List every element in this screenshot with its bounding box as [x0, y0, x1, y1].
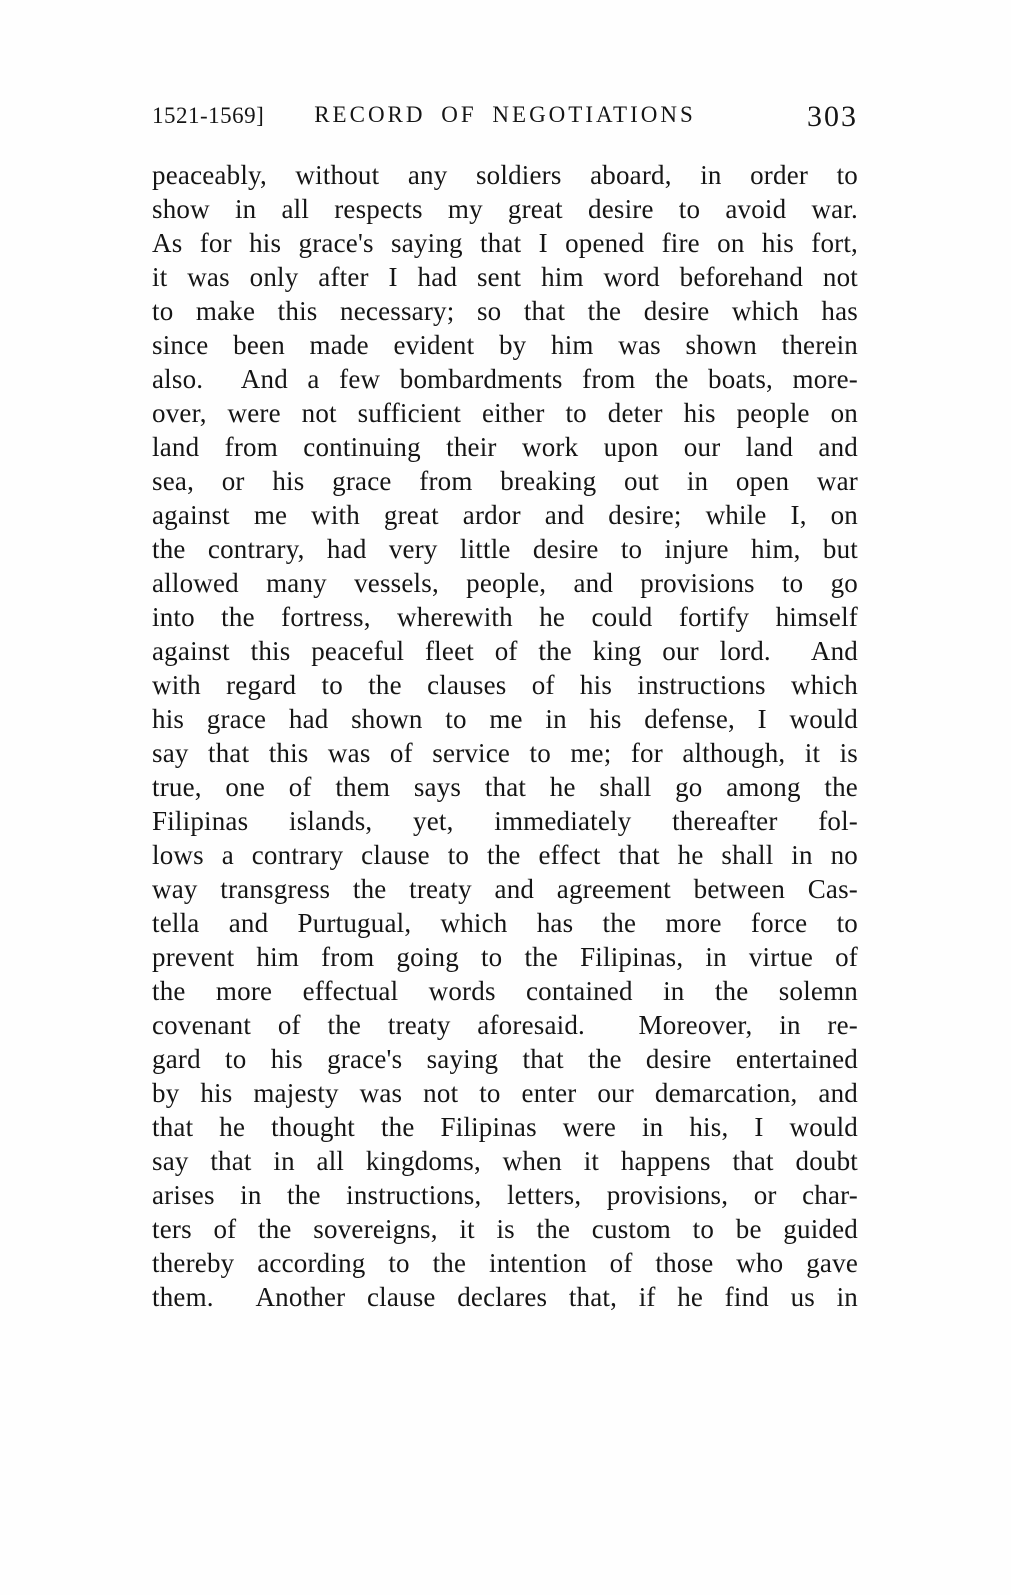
header-date-range: 1521-1569]	[152, 103, 265, 128]
running-title: RECORD OF NEGOTIATIONS	[314, 102, 696, 127]
text-line: allowed many vessels, people, and provisions to go	[152, 568, 858, 598]
text-line: say that in all kingdoms, when it happens that doubt	[152, 1146, 858, 1176]
text-line: that he thought the Filipinas were in his, I would	[152, 1112, 858, 1142]
text-line: prevent him from going to the Filipinas, in virtue of	[152, 942, 858, 972]
text-line: into the fortress, wherewith he could fortify himself	[152, 602, 858, 632]
text-line: land from continuing their work upon our land and	[152, 432, 858, 462]
text-line: by his majesty was not to enter our demarcation, and	[152, 1078, 858, 1108]
text-line: with regard to the clauses of his instructions which	[152, 670, 858, 700]
text-line: say that this was of service to me; for although, it is	[152, 738, 858, 768]
text-line: true, one of them says that he shall go among the	[152, 772, 858, 802]
body-text	[152, 158, 858, 1314]
page-header	[152, 97, 858, 131]
page-number: 303	[807, 100, 858, 133]
text-line: way transgress the treaty and agreement between Cas-	[152, 874, 858, 904]
text-line: over, were not sufficient either to deter his people on	[152, 398, 858, 428]
text-line: gard to his grace's saying that the desire entertained	[152, 1044, 858, 1074]
text-line: since been made evident by him was shown therein	[152, 330, 858, 360]
text-line: thereby according to the intention of those who gave	[152, 1248, 858, 1278]
text-line: tella and Purtugual, which has the more force to	[152, 908, 858, 938]
text-line: his grace had shown to me in his defense, I would	[152, 704, 858, 734]
text-line: sea, or his grace from breaking out in open war	[152, 466, 858, 496]
text-line: them. Another clause declares that, if he find us in	[152, 1282, 858, 1312]
text-line: against me with great ardor and desire; while I, on	[152, 500, 858, 530]
text-line: ters of the sovereigns, it is the custom to be guided	[152, 1214, 858, 1244]
text-line: As for his grace's saying that I opened fire on his fort,	[152, 228, 858, 258]
text-line: lows a contrary clause to the effect that he shall in no	[152, 840, 858, 870]
text-line: against this peaceful fleet of the king our lord. And	[152, 636, 858, 666]
text-line: arises in the instructions, letters, provisions, or char-	[152, 1180, 858, 1210]
text-line: peaceably, without any soldiers aboard, in order to	[152, 160, 858, 190]
text-line: the contrary, had very little desire to injure him, but	[152, 534, 858, 564]
text-line: to make this necessary; so that the desire which has	[152, 296, 858, 326]
text-line: show in all respects my great desire to avoid war.	[152, 194, 858, 224]
text-line: the more effectual words contained in the solemn	[152, 976, 858, 1006]
text-line: Filipinas islands, yet, immediately thereafter fol-	[152, 806, 858, 836]
text-line: also. And a few bombardments from the boats, more-	[152, 364, 858, 394]
text-line: covenant of the treaty aforesaid. Moreover, in re-	[152, 1010, 858, 1040]
text-line: it was only after I had sent him word beforehand not	[152, 262, 858, 292]
